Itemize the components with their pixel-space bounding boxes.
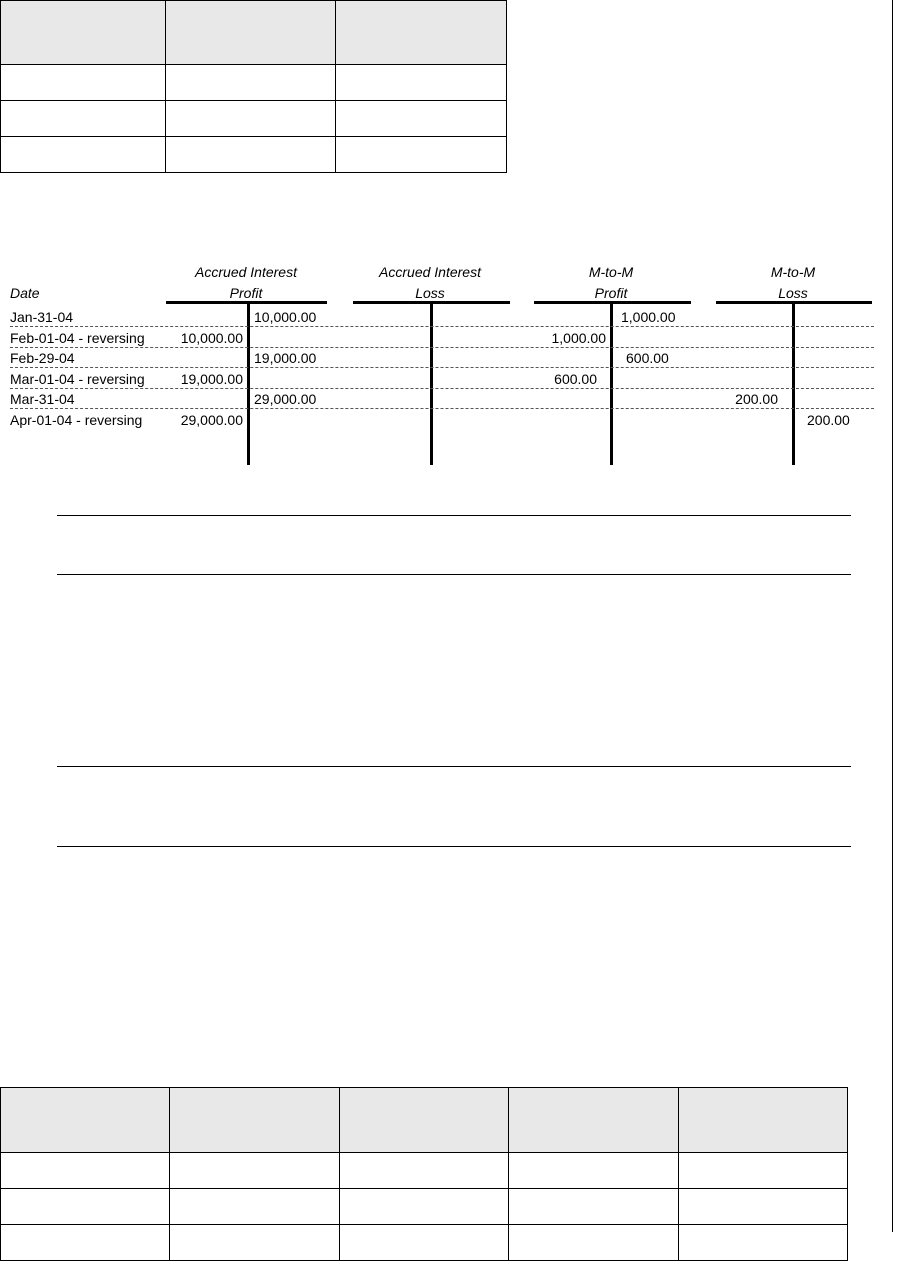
table-cell xyxy=(1,101,166,137)
horizontal-rule xyxy=(57,846,851,847)
ai-profit-credit: 29,000.00 xyxy=(254,391,317,407)
account-header-line1: M-to-M xyxy=(588,264,634,280)
ai-profit-debit: 10,000.00 xyxy=(180,330,243,346)
table-cell xyxy=(678,1189,847,1225)
row-date: Feb-01-04 - reversing xyxy=(10,330,145,346)
mtm-profit-credit: 600.00 xyxy=(626,350,669,366)
table-row xyxy=(1,1153,848,1189)
table-cell xyxy=(339,1088,508,1153)
table-cell xyxy=(1,1153,170,1189)
account-header-line1: Accrued Interest xyxy=(195,264,297,280)
empty-table-top xyxy=(0,0,507,173)
table-row xyxy=(1,101,507,137)
table-cell xyxy=(165,1,336,65)
table-cell xyxy=(1,1225,170,1261)
ai-profit-credit: 19,000.00 xyxy=(254,350,317,366)
row-separator xyxy=(10,367,874,368)
page-edge-line xyxy=(892,0,893,1232)
t-account-ledger xyxy=(0,258,900,473)
table-cell xyxy=(336,1,507,65)
table-cell xyxy=(678,1225,847,1261)
ai-profit-credit: 10,000.00 xyxy=(254,309,317,325)
table-cell xyxy=(1,137,166,173)
table-cell xyxy=(678,1088,847,1153)
horizontal-rule xyxy=(57,574,851,575)
table-row xyxy=(1,137,507,173)
t-account-stem xyxy=(610,303,613,465)
mtm-loss-debit: 200.00 xyxy=(735,391,778,407)
table-row xyxy=(1,65,507,101)
table-row xyxy=(1,1189,848,1225)
table-cell xyxy=(165,101,336,137)
row-date: Mar-01-04 - reversing xyxy=(10,371,145,387)
account-header-line2: Loss xyxy=(778,285,808,301)
table-cell xyxy=(170,1225,339,1261)
row-separator xyxy=(10,388,874,389)
mtm-loss-credit: 200.00 xyxy=(807,412,850,428)
row-separator xyxy=(10,347,874,348)
t-account-stem xyxy=(792,303,795,465)
table-row xyxy=(1,1225,848,1261)
table-cell xyxy=(339,1153,508,1189)
row-date: Mar-31-04 xyxy=(10,391,75,407)
account-header-line1: Accrued Interest xyxy=(379,264,481,280)
row-date: Jan-31-04 xyxy=(10,309,74,325)
ai-profit-debit: 29,000.00 xyxy=(180,412,243,428)
table-cell xyxy=(1,1189,170,1225)
table-cell xyxy=(509,1088,678,1153)
table-cell xyxy=(1,1,166,65)
mtm-profit-debit: 1,000.00 xyxy=(551,330,606,346)
ai-profit-debit: 19,000.00 xyxy=(180,371,243,387)
t-account-stem xyxy=(247,303,250,465)
table-cell xyxy=(336,137,507,173)
table-header-row xyxy=(1,1,507,65)
account-header-line2: Loss xyxy=(415,285,445,301)
table-cell xyxy=(339,1189,508,1225)
table-cell xyxy=(170,1088,339,1153)
account-header-line1: M-to-M xyxy=(770,264,816,280)
row-date: Apr-01-04 - reversing xyxy=(10,412,143,428)
table-cell xyxy=(339,1225,508,1261)
table-cell xyxy=(336,65,507,101)
table-cell xyxy=(336,101,507,137)
row-separator xyxy=(10,408,874,409)
table-cell xyxy=(170,1153,339,1189)
mtm-profit-credit: 1,000.00 xyxy=(621,309,676,325)
row-separator xyxy=(10,326,874,327)
empty-table-bottom xyxy=(0,1087,848,1261)
table-cell xyxy=(1,1088,170,1153)
row-date: Feb-29-04 xyxy=(10,350,75,366)
account-header-line2: Profit xyxy=(594,285,628,301)
table-cell xyxy=(509,1225,678,1261)
table-cell xyxy=(170,1189,339,1225)
table-cell xyxy=(165,137,336,173)
table-header-row xyxy=(1,1088,848,1153)
t-account-stem xyxy=(430,303,433,465)
table-cell xyxy=(678,1153,847,1189)
table-cell xyxy=(1,65,166,101)
account-header-line2: Profit xyxy=(229,285,263,301)
table-cell xyxy=(165,65,336,101)
date-header: Date xyxy=(10,285,40,301)
table-cell xyxy=(509,1153,678,1189)
horizontal-rule xyxy=(57,515,851,516)
table-cell xyxy=(509,1189,678,1225)
mtm-profit-debit: 600.00 xyxy=(554,371,597,387)
horizontal-rule xyxy=(57,766,851,767)
